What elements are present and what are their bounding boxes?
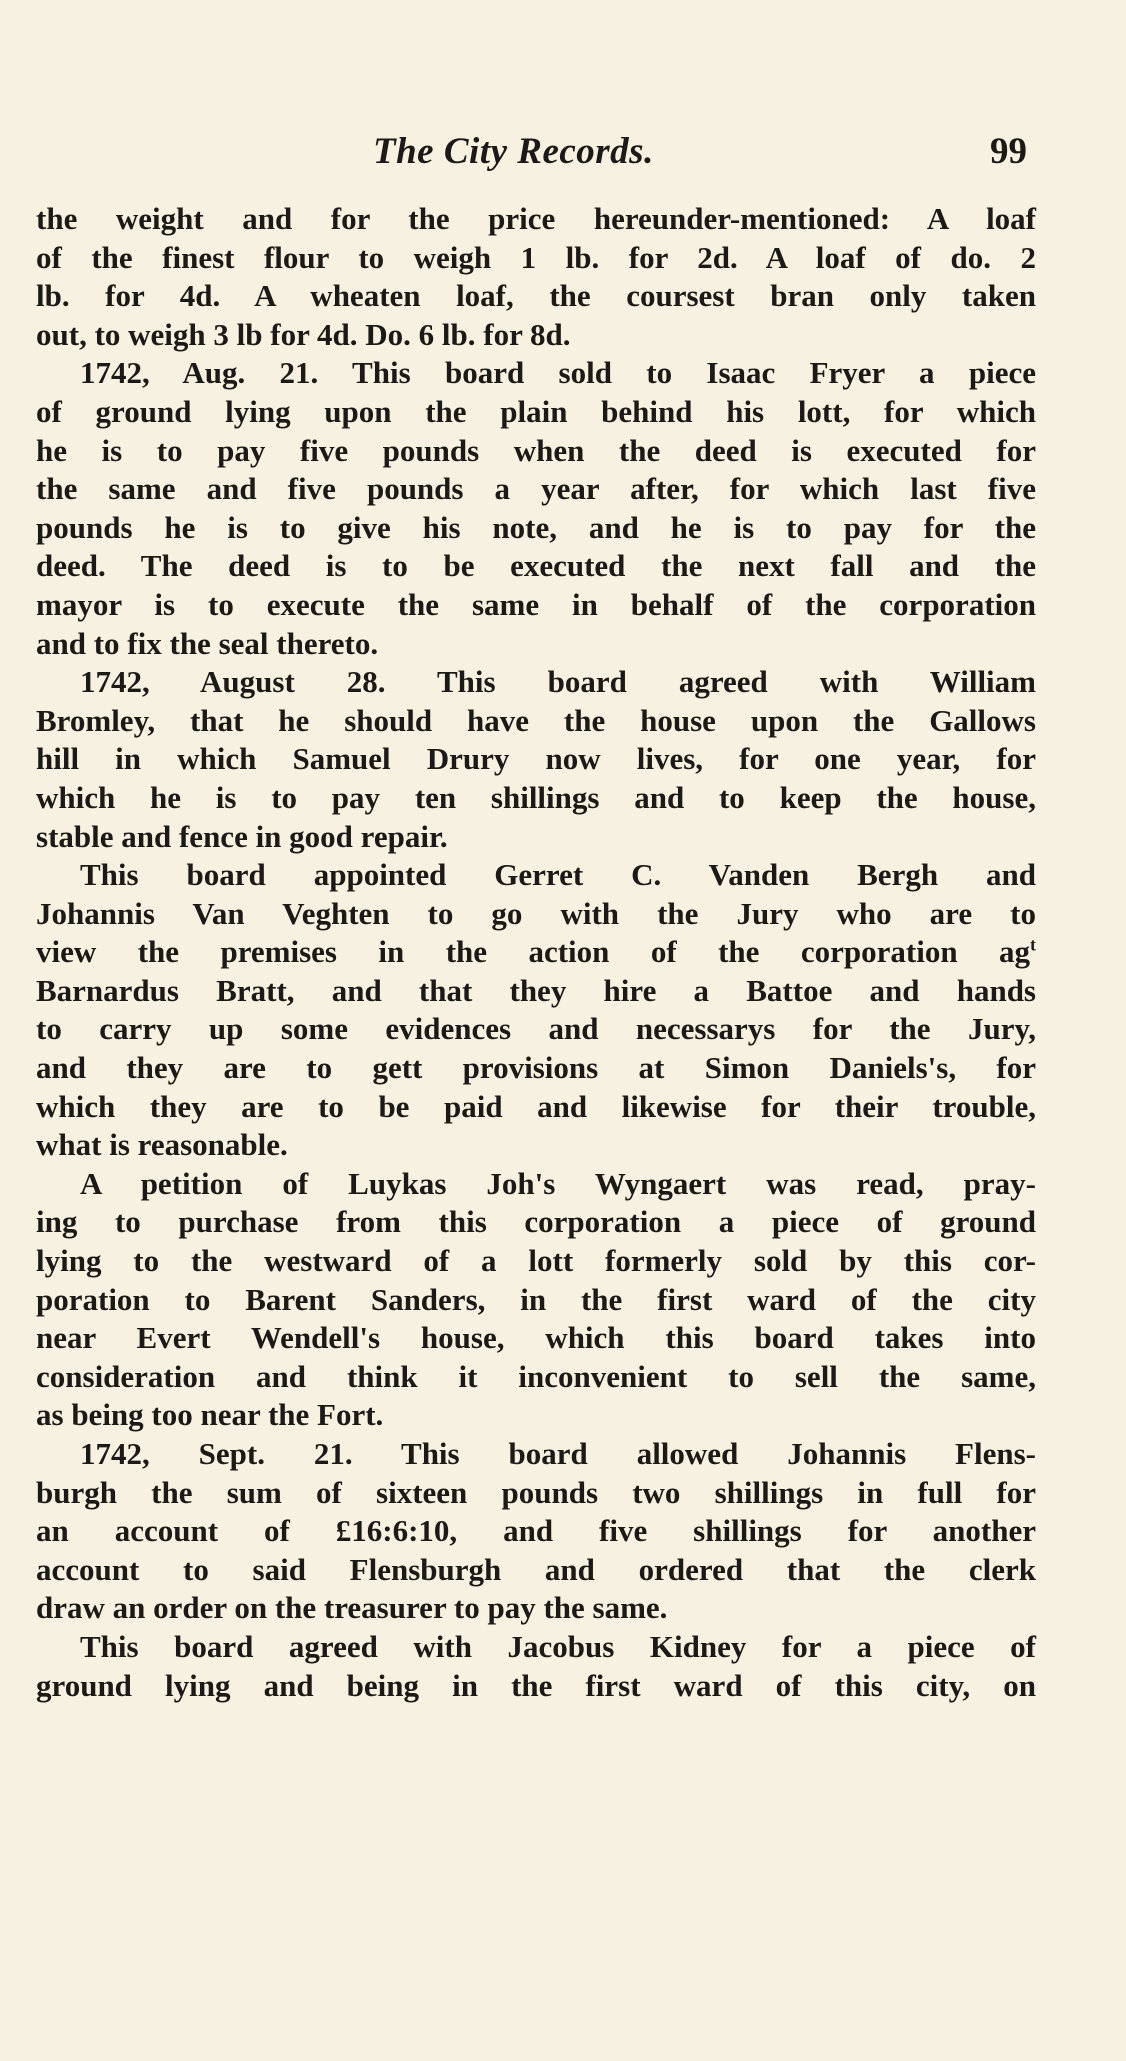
text-line: 1742, Sept. 21. This board allowed Johannis Flens-: [80, 1436, 1036, 1471]
text-line: ing to purchase from this corporation a piece of ground: [36, 1204, 1036, 1240]
superscript: t: [1030, 934, 1036, 955]
page-header: [0, 130, 1126, 190]
text-line: ground lying and being in the first ward of this city, on: [36, 1667, 1036, 1703]
text-line: of ground lying upon the plain behind his lott, for which: [36, 393, 1036, 429]
text-line: pounds he is to give his note, and he is to pay for the: [36, 509, 1036, 545]
text-line: stable and fence in good repair.: [36, 818, 448, 854]
text-line: and to fix the seal thereto.: [36, 625, 379, 661]
text-line: consideration and think it inconvenient to sell the same,: [36, 1358, 1036, 1394]
text-line: Johannis Van Veghten to go with the Jury who are to: [36, 895, 1036, 931]
text-line: 1742, August 28. This board agreed with William: [80, 664, 1036, 700]
text-line: mayor is to execute the same in behalf of the corporation: [36, 586, 1036, 622]
text-line: burgh the sum of sixteen pounds two shillings in full for: [36, 1474, 1036, 1510]
text-line: near Evert Wendell's house, which this board takes into: [36, 1320, 1036, 1356]
text-line: the weight and for the price hereunder-mentioned: A loaf: [36, 201, 1036, 236]
body-text: [36, 200, 1036, 1705]
text-line: of the finest flour to weigh 1 lb. for 2d. A loaf of do. 2: [36, 239, 1036, 275]
text-line: he is to pay five pounds when the deed is executed for: [36, 432, 1036, 468]
text-line: to carry up some evidences and necessarys for the Jury,: [36, 1011, 1036, 1047]
text-line: lb. for 4d. A wheaten loaf, the coursest bran only taken: [36, 278, 1036, 314]
text-line: 1742, Aug. 21. This board sold to Isaac Fryer a piece: [80, 355, 1036, 391]
text-line: out, to weigh 3 lb for 4d. Do. 6 lb. for 8d.: [36, 316, 571, 352]
text-line: what is reasonable.: [36, 1127, 288, 1163]
text-line: A petition of Luykas Joh's Wyngaert was read, pray-: [80, 1165, 1036, 1201]
text-line: which they are to be paid and likewise for their trouble,: [36, 1088, 1036, 1124]
text-line-with-superscript: [36, 933, 1036, 972]
text-line: which he is to pay ten shillings and to keep the house,: [36, 779, 1036, 815]
text-line: an account of £16:6:10, and five shillings for another: [36, 1513, 1036, 1549]
page-number: 99: [990, 131, 1027, 172]
text-line: account to said Flensburgh and ordered that the clerk: [36, 1551, 1036, 1587]
text-line: as being too near the Fort.: [36, 1397, 384, 1433]
text-line: This board agreed with Jacobus Kidney for a piece of: [80, 1628, 1036, 1664]
text-line: This board appointed Gerret C. Vanden Bergh and: [80, 857, 1036, 893]
text-line: lying to the westward of a lott formerly sold by this cor-: [36, 1243, 1036, 1279]
text-line: the same and five pounds a year after, for which last five: [36, 471, 1036, 507]
text-line: draw an order on the treasurer to pay the same.: [36, 1590, 668, 1626]
text-line: Barnardus Bratt, and that they hire a Battoe and hands: [36, 972, 1036, 1008]
text-line: and they are to gett provisions at Simon Daniels's, for: [36, 1050, 1036, 1086]
text-line: hill in which Samuel Drury now lives, for one year, for: [36, 741, 1036, 777]
running-title: The City Records.: [373, 131, 654, 172]
text-line: deed. The deed is to be executed the next fall and the: [36, 548, 1036, 584]
text-line-content: view the premises in the action of the corporation ag: [36, 934, 1030, 970]
text-line: Bromley, that he should have the house upon the Gallows: [36, 702, 1036, 738]
text-line: poration to Barent Sanders, in the first ward of the city: [36, 1281, 1036, 1317]
